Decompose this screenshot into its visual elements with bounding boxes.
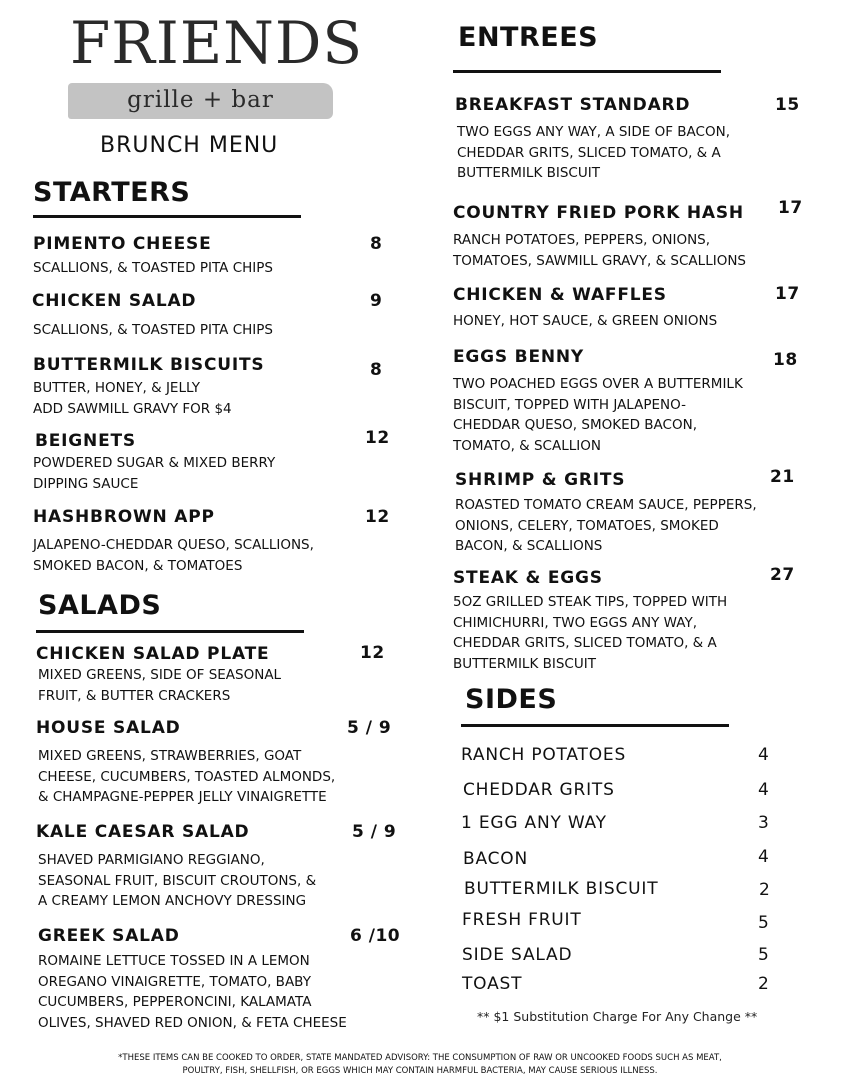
description-line: SHAVED PARMIGIANO REGGIANO, (38, 852, 265, 868)
description-line: CUCUMBERS, PEPPERONCINI, KALAMATA (38, 994, 312, 1010)
description-line: CHIMICHURRI, TWO EGGS ANY WAY, (453, 614, 698, 631)
entree-item-description (455, 495, 757, 557)
sides-divider (461, 724, 729, 727)
starter-item-price: 12 (365, 507, 390, 527)
description-line: CHEDDAR GRITS, SLICED TOMATO, & A (457, 144, 721, 161)
entree-item-description (453, 311, 717, 332)
description-line: MIXED GREENS, STRAWBERRIES, GOAT (38, 748, 302, 764)
side-item-price: 4 (758, 745, 769, 765)
description-line: & CHAMPAGNE-PEPPER JELLY VINAIGRETTE (38, 789, 327, 805)
description-line: ONIONS, CELERY, TOMATOES, SMOKED (455, 517, 719, 534)
salad-item-price: 12 (360, 643, 385, 663)
entree-item-price: 15 (775, 95, 800, 115)
salads-divider (36, 630, 304, 633)
entrees-heading: ENTREES (458, 22, 599, 53)
salad-item-price: 5 / 9 (347, 718, 392, 738)
description-line: CHEDDAR QUESO, SMOKED BACON, (453, 417, 697, 433)
starter-item-description (33, 320, 273, 341)
description-line: BUTTERMILK BISCUIT (453, 655, 596, 672)
starter-item-price: 9 (370, 291, 383, 311)
entree-item-name: BREAKFAST STANDARD (455, 95, 691, 115)
description-line: TWO POACHED EGGS OVER A BUTTERMILK (453, 376, 743, 392)
description-line: SEASONAL FRUIT, BISCUIT CROUTONS, & (38, 872, 317, 889)
description-line: CHEESE, CUCUMBERS, TOASTED ALMONDS, (38, 768, 336, 785)
entree-item-name: COUNTRY FRIED PORK HASH (453, 203, 744, 223)
starter-item-name: BUTTERMILK BISCUITS (33, 355, 265, 375)
entree-item-price: 21 (770, 467, 795, 487)
description-line: HONEY, HOT SAUCE, & GREEN ONIONS (453, 313, 718, 329)
entree-item-description (453, 374, 743, 456)
advisory-line: POULTRY, FISH, SHELLFISH, OR EGGS WHICH MAY CONTAIN HARMFUL BACTERIA, MAY CAUSE SERIOUS ILLNESS. (182, 1066, 658, 1076)
salad-item-name: KALE CAESAR SALAD (36, 822, 250, 842)
side-item-name: CHEDDAR GRITS (463, 780, 615, 800)
description-line: JALAPENO-CHEDDAR QUESO, SCALLIONS, (33, 537, 314, 553)
starter-item-description (33, 535, 314, 576)
entree-item-price: 17 (778, 198, 803, 218)
entree-item-description (453, 592, 727, 674)
description-line: ROASTED TOMATO CREAM SAUCE, PEPPERS, (455, 497, 757, 513)
starter-item-description (33, 378, 232, 419)
starter-item-name: BEIGNETS (35, 431, 136, 451)
restaurant-logo-subtitle: grille + bar (127, 87, 274, 113)
side-item-name: FRESH FRUIT (462, 910, 582, 930)
description-line: SMOKED BACON, & TOMATOES (33, 557, 243, 574)
side-item-price: 5 (758, 945, 769, 965)
entree-item-price: 17 (775, 284, 800, 304)
salad-item-description (38, 850, 316, 912)
advisory-line: *THESE ITEMS CAN BE COOKED TO ORDER, STATE MANDATED ADVISORY: THE CONSUMPTION OF RAW OR UNCOOKED FOODS SUCH AS MEAT, (118, 1053, 722, 1063)
description-line: A CREAMY LEMON ANCHOVY DRESSING (38, 893, 307, 909)
description-line: ROMAINE LETTUCE TOSSED IN A LEMON (38, 953, 310, 969)
side-item-name: SIDE SALAD (462, 945, 573, 965)
description-line: TWO EGGS ANY WAY, A SIDE OF BACON, (457, 124, 730, 140)
description-line: FRUIT, & BUTTER CRACKERS (38, 687, 231, 704)
description-line: RANCH POTATOES, PEPPERS, ONIONS, (453, 232, 711, 248)
entree-item-description (453, 230, 746, 271)
starter-item-description (33, 258, 273, 279)
entree-item-name: CHICKEN & WAFFLES (453, 285, 667, 305)
description-line: BISCUIT, TOPPED WITH JALAPENO- (453, 396, 687, 413)
entree-item-price: 27 (770, 565, 795, 585)
description-line: CHEDDAR GRITS, SLICED TOMATO, & A (453, 635, 717, 651)
side-item-name: BUTTERMILK BISCUIT (464, 879, 659, 899)
starter-item-price: 12 (365, 428, 390, 448)
side-item-name: BACON (463, 849, 528, 869)
description-line: ADD SAWMILL GRAVY FOR $4 (33, 400, 232, 417)
entree-item-price: 18 (773, 350, 798, 370)
salad-item-description (38, 951, 347, 1033)
description-line: OREGANO VINAIGRETTE, TOMATO, BABY (38, 973, 311, 990)
starter-item-name: HASHBROWN APP (33, 507, 215, 527)
starter-item-name: CHICKEN SALAD (32, 291, 197, 311)
side-item-price: 4 (758, 847, 769, 867)
substitution-note: ** $1 Substitution Charge For Any Change ** (477, 1009, 758, 1024)
starter-item-name: PIMENTO CHEESE (33, 234, 212, 254)
side-item-price: 4 (758, 780, 769, 800)
salad-item-name: GREEK SALAD (38, 926, 180, 946)
salad-item-name: HOUSE SALAD (36, 718, 181, 738)
side-item-price: 2 (758, 974, 769, 994)
description-line: POWDERED SUGAR & MIXED BERRY (33, 455, 276, 471)
description-line: 5OZ GRILLED STEAK TIPS, TOPPED WITH (453, 594, 728, 610)
salad-item-price: 6 /10 (350, 926, 401, 946)
food-safety-advisory (90, 1052, 750, 1078)
starters-heading: STARTERS (33, 177, 191, 208)
starter-item-price: 8 (370, 360, 383, 380)
description-line: MIXED GREENS, SIDE OF SEASONAL (38, 667, 282, 683)
entree-item-name: STEAK & EGGS (453, 568, 603, 588)
side-item-name: TOAST (462, 974, 523, 994)
restaurant-logo-name: FRIENDS (70, 9, 364, 77)
starters-divider (33, 215, 301, 218)
description-line: BUTTERMILK BISCUIT (457, 165, 600, 181)
salads-heading: SALADS (38, 590, 162, 621)
salad-item-description (38, 665, 281, 706)
menu-title: BRUNCH MENU (100, 133, 279, 158)
description-line: DIPPING SAUCE (33, 475, 139, 492)
description-line: OLIVES, SHAVED RED ONION, & FETA CHEESE (38, 1014, 347, 1031)
entree-item-description (457, 122, 730, 184)
salad-item-name: CHICKEN SALAD PLATE (36, 644, 270, 664)
salad-item-description (38, 746, 335, 808)
entree-item-name: SHRIMP & GRITS (455, 470, 626, 490)
description-line: TOMATOES, SAWMILL GRAVY, & SCALLIONS (453, 252, 746, 269)
sides-heading: SIDES (465, 684, 558, 715)
entrees-divider (453, 70, 721, 73)
salad-item-price: 5 / 9 (352, 822, 397, 842)
description-line: TOMATO, & SCALLION (453, 437, 601, 454)
description-line: SCALLIONS, & TOASTED PITA CHIPS (33, 260, 273, 276)
side-item-name: 1 EGG ANY WAY (461, 813, 607, 833)
starter-item-price: 8 (370, 234, 383, 254)
side-item-price: 3 (758, 813, 769, 833)
description-line: BUTTER, HONEY, & JELLY (33, 380, 200, 396)
side-item-price: 5 (758, 913, 769, 933)
description-line: BACON, & SCALLIONS (455, 538, 603, 554)
side-item-price: 2 (759, 880, 770, 900)
entree-item-name: EGGS BENNY (453, 347, 585, 367)
description-line: SCALLIONS, & TOASTED PITA CHIPS (33, 322, 273, 338)
starter-item-description (33, 453, 275, 494)
side-item-name: RANCH POTATOES (461, 745, 627, 765)
